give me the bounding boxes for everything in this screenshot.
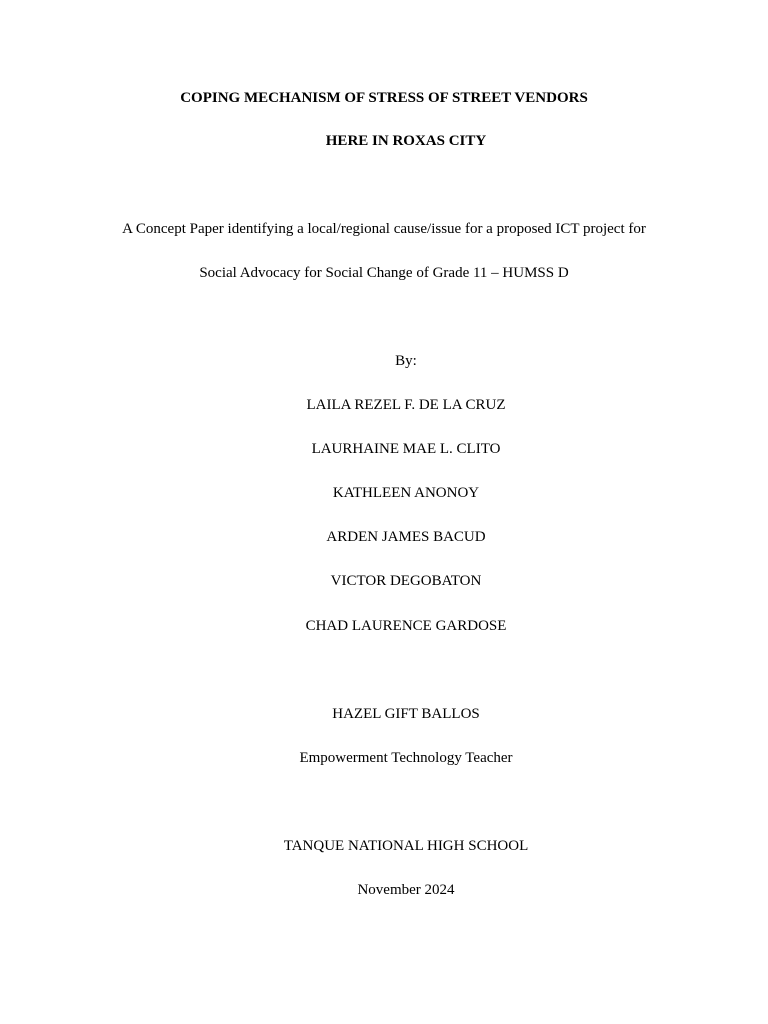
description-line-2: Social Advocacy for Social Change of Grade 11 – HUMSS D	[199, 265, 569, 281]
author-name: LAURHAINE MAE L. CLITO	[311, 441, 501, 457]
teacher-role: Empowerment Technology Teacher	[299, 750, 513, 766]
author-name: ARDEN JAMES BACUD	[326, 529, 486, 545]
teacher-name: HAZEL GIFT BALLOS	[332, 706, 480, 722]
author-name: KATHLEEN ANONOY	[332, 485, 480, 501]
author-name: LAILA REZEL F. DE LA CRUZ	[306, 397, 506, 413]
document-date: November 2024	[357, 882, 455, 898]
title-line-2: HERE IN ROXAS CITY	[325, 133, 487, 149]
school-name: TANQUE NATIONAL HIGH SCHOOL	[283, 838, 529, 854]
authors-label: By:	[395, 353, 417, 369]
author-name: CHAD LAURENCE GARDOSE	[305, 618, 507, 634]
title-line-1: COPING MECHANISM OF STRESS OF STREET VENDORS	[180, 90, 588, 106]
description-line-1: A Concept Paper identifying a local/regional cause/issue for a proposed ICT project for	[122, 221, 646, 237]
author-name: VICTOR DEGOBATON	[330, 573, 482, 589]
